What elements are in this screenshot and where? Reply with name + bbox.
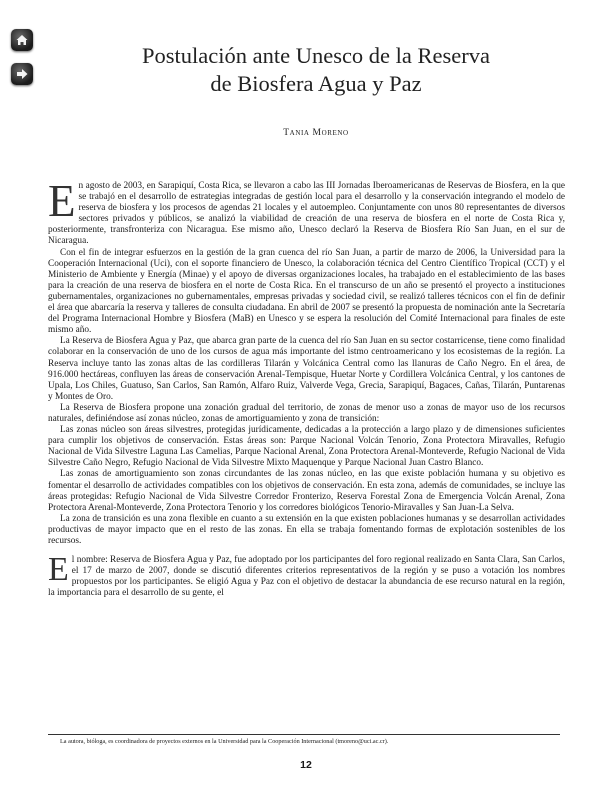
paragraph: La Reserva de Biosfera Agua y Paz, que abarca gran parte de la cuenca del río San Juan en su sector costarricense, tiene como finalidad colaborar en la conservación de uno de los cursos de agua más importante del istmo centroamericano y los ecosistemas de la región. La Reserva incluye tanto las zonas altas de las cordilleras Tilarán y Volcánica Central como las llanuras de Caño Negro. En el área, de 916.000 hectáreas, confluyen las áreas de conservación Arenal-Tempisque, Huetar Norte y Cordillera Volcánica Central, y los cantones de Upala, Los Chiles, Guatuso, San Carlos, San Ramón, Alfaro Ruiz, Valverde Vega, Grecia, Sarapiquí, Bagaces, Cañas, Tilarán, Puntarenas y Montes de Oro. (48, 336, 565, 402)
paragraph: Las zonas núcleo son áreas silvestres, protegidas jurídicamente, dedicadas a la protección a largo plazo y de dimensiones suficientes para cumplir los objetivos de conservación. Estas áreas son: Parque Nacional Volcán Tenorio, Zona Protectora Miravalles, Refugio Nacional de Vida Silvestre Laguna Las Camelias, Parque Nacional Arenal, Zona Protectora Arenal-Monteverde, Refugio Nacional de Vida Silvestre Caño Negro, Refugio Nacional de Vida Silvestre Mixto Maquenque y Parque Nacional Juan Castro Blanco. (48, 425, 565, 469)
title-line-1: Postulación ante Unesco de la Reserva (141, 43, 490, 68)
home-button[interactable] (11, 29, 33, 51)
drop-cap: E (48, 176, 76, 226)
title-line-2: de Biosfera Agua y Paz (210, 71, 422, 96)
paragraph: Las zonas de amortiguamiento son zonas circundantes de las zonas núcleo, en las que existe población humana y su objetivo es fomentar el desarrollo de actividades compatibles con los objetivos de conservación. En esta zona, además de comunidades, se incluye las áreas protegidas: Refugio Nacional de Vida Silvestre Corredor Fronterizo, Reserva Forestal Zona de Emergencia Volcán Arenal, Zona Protectora Arenal-Monteverde, Zona Protectora Tenorio y los corredores biológicos Tenorio-Miravalles y San Juan-La Selva. (48, 469, 565, 513)
drop-cap: E (48, 551, 69, 589)
article-body (48, 176, 565, 599)
arrow-right-icon (15, 67, 29, 81)
author-name: Tania Moreno (283, 128, 349, 138)
home-icon (15, 33, 29, 47)
paragraph-text: n agosto de 2003, en Sarapiquí, Costa Rica, se llevaron a cabo las III Jornadas Iberoamericanas de Reservas de Biosfera, en la que se trabajó en el desarrollo de estrategias integradas de gestión local para el desarrollo y la conservación integrando el modelo de reserva de biosfera y los procesos de agendas 21 locales y el autoempleo. Conjuntamente con unos 80 representantes de diversos sectores privados y públicos, se analizó la viabilidad de creación de una reserva de biosfera en el norte de Costa Rica y, posteriormente, transfronteriza con Nicaragua. Ese mismo año, Unesco declaró la Reserva de Biosfera Río San Juan, en el sur de Nicaragua. (48, 181, 565, 247)
page-title (60, 42, 572, 98)
next-page-button[interactable] (11, 63, 33, 85)
footnote-divider (48, 734, 560, 735)
paragraph: Con el fin de integrar esfuerzos en la gestión de la gran cuenca del río San Juan, a partir de marzo de 2006, la Universidad para la Cooperación Internacional (Uci), con el soporte financiero de Unesco, la colaboración técnica del Centro Científico Tropical (CCT) y el Ministerio de Ambiente y Energía (Minae) y el apoyo de diversas organizaciones locales, ha trabajado en el establecimiento de las bases para la creación de una reserva de biosfera en el norte de Costa Rica. En el transcurso de un año se presentó el proyecto a instituciones gubernamentales, organizaciones no gubernamentales, empresas privadas y sociedad civil, se realizó talleres técnicos con el fin de definir el área que abarcaría la reserva y talleres de consulta ciudadana. En abril de 2007 se presentó la propuesta de nominación ante la Secretaría del Programa Internacional Hombre y Biosfera (MaB) en Unesco y se espera la resolución del Comité Internacional para finales de este mismo año. (48, 247, 565, 336)
page-number: 12 (300, 759, 312, 771)
paragraph-text: l nombre: Reserva de Biosfera Agua y Paz, fue adoptado por los participantes del foro regional realizado en Santa Clara, San Carlos, el 17 de marzo de 2007, donde se discutió diferentes criterios representativos de la región y se puso a votación los nombres propuestos por los participantes. Se eligió Agua y Paz con el objetivo de destacar la abundancia de ese recurso natural en la región, la importancia para el desarrollo de su gente, el (48, 555, 565, 599)
paragraph (48, 551, 565, 599)
footnote: La autora, bióloga, es coordinadora de proyectos externos en la Universidad para la Cooperación Internacional (tmoreno@uci.ac.cr). (60, 738, 389, 745)
paragraph: La zona de transición es una zona flexible en cuanto a su extensión en la que existen poblaciones humanas y se desarrollan actividades productivas de mayor impacto que en el resto de las zonas. En ella se trabaja fomentando formas de explotación sostenibles de los recursos. (48, 513, 565, 546)
paragraph (48, 176, 565, 248)
paragraph: La Reserva de Biosfera propone una zonación gradual del territorio, de zonas de menor uso a zonas de mayor uso de los recursos naturales, definiéndose así zonas núcleo, zonas de amortiguamiento y zona de transición: (48, 402, 565, 424)
